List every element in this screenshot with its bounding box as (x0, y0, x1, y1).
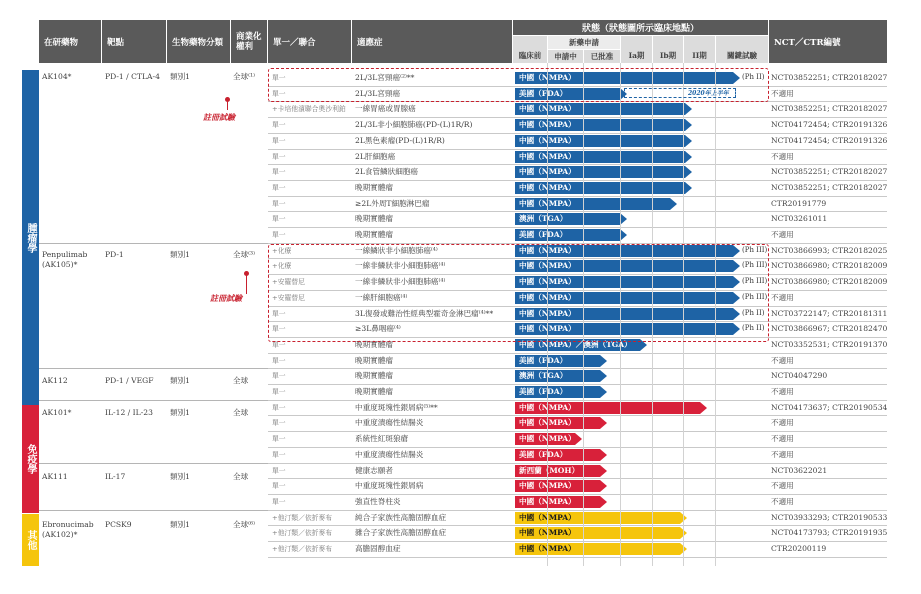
status-bar: 中國（NMPA） (515, 260, 733, 272)
status-bar-arrow (685, 119, 692, 131)
row-mode: 單一 (272, 466, 286, 475)
status-bar: 中國（NMPA） (515, 276, 733, 288)
row-nct: NCT04173637; CTR20190534 (771, 402, 888, 412)
row-mode: 單一 (272, 215, 286, 224)
row-mode: 單一 (272, 450, 286, 459)
row-indication: 純合子家族性高膽固醇血症 (355, 512, 447, 522)
row-mode: +化療 (272, 262, 292, 271)
row-indication: 一線鱗狀非小細胞肺癌⁽⁴⁾ (355, 245, 438, 255)
row-nct: NCT03933293; CTR20190533 (771, 512, 888, 522)
drug-rights: 全球⁽³⁾ (233, 250, 255, 259)
row-indication: 雜合子家族性高膽固醇血症 (355, 528, 447, 538)
row-nct: CTR20200119 (771, 544, 827, 553)
row-nct: NCT04047290 (771, 371, 828, 381)
status-bar: 美國（FDA） (515, 449, 600, 461)
row-indication: 中重度潰瘍性結腸炎 (355, 449, 424, 459)
header-phase-1b: Ib期 (653, 36, 683, 63)
drug-name: AK104* (42, 72, 72, 81)
status-bar: 中國（NMPA） (515, 245, 733, 257)
drug-name: Ebronucimab (AK102)* (42, 520, 94, 539)
row-nct: NCT03852251; CTR20182027 (771, 73, 888, 82)
row-nct: 不適用 (771, 230, 794, 239)
status-bar-arrow (600, 480, 607, 492)
row-mode: 單一 (272, 325, 286, 334)
header-drug: 在研藥物 (39, 20, 101, 63)
status-bar: 新西蘭（MOH） (515, 465, 600, 477)
row-nct: NCT03722147; CTR20181311 (771, 308, 888, 318)
row-divider (268, 180, 887, 181)
row-divider (268, 400, 887, 401)
status-bar: 中國（NMPA） (515, 198, 670, 210)
status-bar-arrow (685, 182, 692, 194)
header-commercial-rights: 商業化權利 (231, 20, 267, 63)
status-bar: 中國（NMPA） (515, 480, 600, 492)
row-divider (268, 557, 887, 558)
row-divider (268, 227, 887, 228)
row-nct: NCT03866980; CTR20182009 (771, 277, 888, 287)
drug-target: IL-12 / IL-23 (105, 408, 153, 417)
drug-class: 類別1 (170, 472, 191, 481)
row-nct: 不適用 (771, 292, 794, 302)
row-indication: 2L/3L宮頸癌⁽²⁾** (355, 73, 415, 82)
drug-class: 類別1 (170, 250, 191, 259)
drug-name: Penpulimab (AK105)* (42, 250, 88, 269)
row-nct: CTR20191779 (771, 198, 827, 208)
row-divider (268, 494, 887, 495)
row-mode: 單一 (272, 482, 286, 491)
registration-dot (244, 271, 249, 276)
row-divider (268, 463, 887, 464)
phase-tag: (Ph II) (742, 308, 765, 317)
row-nct: NCT03622021 (771, 465, 828, 475)
drug-rights: 全球 (233, 376, 249, 385)
phase-tag: (Ph II) (742, 324, 765, 333)
row-divider (268, 541, 887, 542)
status-bar-arrow (685, 135, 692, 147)
row-mode: 單一 (272, 309, 286, 318)
row-indication: 系統性紅斑狼瘡 (355, 434, 409, 444)
row-nct: 不適用 (771, 88, 794, 98)
row-divider (268, 525, 887, 526)
status-bar-arrow (600, 386, 607, 398)
row-indication: 強直性脊柱炎 (355, 496, 401, 506)
group-divider (39, 510, 268, 511)
status-bar-arrow (600, 355, 607, 367)
row-mode: 單一 (272, 497, 286, 506)
row-indication: 3L復發或難治性經典型霍奇金淋巴瘤⁽⁴⁾** (355, 308, 494, 318)
registration-label: 註冊試驗 (210, 293, 242, 303)
phase-tag: (Ph III) (742, 261, 768, 270)
row-mode: +化療 (272, 246, 292, 255)
row-indication: 一線肝細胞癌⁽⁴⁾ (355, 292, 408, 302)
row-mode: 單一 (272, 340, 286, 349)
status-bar-arrow (685, 151, 692, 163)
header-indication: 適應症 (352, 20, 512, 63)
row-mode: 單一 (272, 168, 286, 177)
status-bar: 中國（NMPA） (515, 433, 575, 445)
row-nct: NCT04172454; CTR20191326 (771, 135, 888, 145)
row-mode: +他汀類／依折麥布 (272, 529, 333, 538)
drug-class: 類別1 (170, 376, 191, 385)
drug-class: 類別1 (170, 520, 191, 529)
projected-milestone-label: 2020年上半年 (688, 90, 729, 97)
row-nct: NCT03852251; CTR20182027 (771, 104, 888, 114)
row-indication: 晚期實體瘤 (355, 355, 393, 365)
drug-rights: 全球 (233, 408, 249, 417)
group-divider (39, 463, 268, 464)
row-divider (268, 368, 887, 369)
status-bar-arrow (670, 198, 677, 210)
header-phase-2: II期 (684, 36, 715, 63)
header-mono-combo: 單一／聯合 (268, 20, 351, 63)
drug-rights: 全球 (233, 472, 249, 481)
row-nct: 不適用 (771, 496, 794, 506)
status-bar: 中國（NMPA） (515, 402, 700, 414)
header-target: 靶點 (102, 20, 166, 63)
status-bar-arrow (685, 166, 692, 178)
status-bar: 中國（NMPA） (515, 166, 685, 178)
status-bar: 中國（NMPA） (515, 103, 685, 115)
category-immunology: 免疫學 (22, 405, 39, 513)
row-divider (268, 211, 887, 212)
header-phase-1a: Ia期 (621, 36, 652, 63)
row-divider (268, 117, 887, 118)
row-indication: 一線非鱗狀非小細胞肺癌⁽⁴⁾ (355, 261, 446, 271)
row-mode: 單一 (272, 388, 286, 396)
row-nct: 不適用 (771, 418, 794, 428)
status-bar: 中國（NMPA） (515, 135, 685, 147)
row-indication: 晚期實體瘤 (355, 371, 393, 381)
row-nct: NCT03866967; CTR20182470 (771, 324, 888, 334)
row-indication: 2L/3L非小細胞肺癌(PD-(L)1R/R) (355, 120, 473, 130)
category-other: 其他 (22, 514, 39, 566)
row-indication: 晚期實體瘤 (355, 182, 393, 192)
row-indication: 高膽固醇血症 (355, 544, 401, 553)
drug-rights: 全球⁽⁶⁾ (233, 520, 255, 529)
row-mode: 單一 (272, 435, 286, 444)
row-mode: 單一 (272, 231, 286, 239)
phase-tag: (Ph III) (742, 245, 768, 254)
row-mode: 單一 (272, 419, 286, 428)
status-bar: 美國（FDA） (515, 355, 600, 367)
row-nct: NCT03852251; CTR20182027 (771, 182, 888, 192)
row-mode: 單一 (272, 89, 286, 98)
row-nct: NCT03352531; CTR20191370 (771, 339, 888, 349)
registration-dot (225, 97, 230, 102)
drug-name: AK101* (42, 408, 72, 417)
row-mode: 單一 (272, 152, 286, 161)
drug-class: 類別1 (170, 408, 191, 417)
drug-target: PCSK9 (105, 520, 132, 529)
drug-target: PD-1 / CTLA-4 (105, 72, 160, 81)
status-bar: 中國（NMPA） (515, 182, 685, 194)
row-divider (268, 478, 887, 479)
status-bar-arrow (600, 370, 607, 382)
row-indication: 2L食管鱗狀細胞癌 (355, 167, 419, 177)
row-mode: +卡培他濱聯合奧沙利鉑 (272, 105, 346, 114)
status-bar-arrow (575, 433, 582, 445)
row-mode: 單一 (272, 372, 286, 381)
row-indication: 中重度潰瘍性結腸炎 (355, 418, 424, 428)
category-oncology: 腫瘤學 (22, 70, 39, 405)
status-bar: 澳洲（TGA） (515, 213, 620, 225)
row-mode: 單一 (272, 74, 286, 82)
row-nct: 不適用 (771, 355, 794, 365)
row-divider (268, 431, 887, 432)
row-nct: NCT03261011 (771, 214, 828, 224)
row-mode: +安羅替尼 (272, 293, 305, 302)
status-bar: 美國（FDA） (515, 88, 620, 100)
row-divider (268, 149, 887, 150)
status-bar: 中國（NMPA） (515, 417, 600, 429)
status-bar: 中國（NMPA） (515, 308, 733, 320)
row-indication: 晚期實體瘤 (355, 214, 393, 224)
status-bar: 中國（NMPA） (515, 527, 680, 539)
row-indication: 中重度斑塊性銀屑病 (355, 481, 424, 491)
row-divider (268, 353, 887, 354)
row-nct: 不適用 (771, 387, 794, 396)
row-indication: 健康志願者 (355, 465, 393, 475)
status-bar-arrow (600, 496, 607, 508)
row-nct: NCT04172454; CTR20191326 (771, 120, 888, 130)
row-mode: 單一 (272, 183, 286, 192)
row-indication: 一線非鱗狀非小細胞肺癌⁽⁴⁾ (355, 277, 446, 287)
drug-rights: 全球⁽¹⁾ (233, 72, 255, 81)
row-mode: 單一 (272, 403, 286, 412)
row-mode: 單一 (272, 121, 286, 130)
header-pivotal: 關鍵試驗 (716, 36, 768, 63)
row-indication: 晚期實體瘤 (355, 387, 393, 396)
row-nct: 不適用 (771, 449, 794, 459)
group-divider (39, 243, 268, 244)
header-bio-class: 生物藥物分類 (167, 20, 230, 63)
row-mode: 單一 (272, 136, 286, 145)
drug-name: AK112 (42, 376, 68, 385)
status-bar: 中國（NMPA） (515, 323, 733, 335)
row-indication: 2L肝細胞癌 (355, 151, 396, 161)
group-divider (39, 368, 268, 369)
status-bar: 中國（NMPA） (515, 151, 685, 163)
row-indication: 2L黑色素瘤(PD-(L)1R/R) (355, 135, 445, 145)
row-mode: +他汀類／依折麥布 (272, 513, 333, 522)
row-mode: +安羅替尼 (272, 278, 305, 287)
header-clinical-stage: 臨床前 (513, 36, 547, 63)
registration-label: 註冊試驗 (203, 112, 235, 122)
status-bar-arrow (700, 402, 707, 414)
status-bar-arrow (620, 229, 627, 241)
row-indication: ≥2L外周T細胞淋巴瘤 (355, 198, 430, 208)
row-indication: 中重度斑塊性銀屑病⁽⁵⁾** (355, 402, 438, 412)
row-nct: 不適用 (771, 434, 794, 444)
drug-name: AK111 (42, 472, 68, 481)
row-indication: 晚期實體瘤 (355, 230, 393, 239)
header-ind-applying: 申請中 (548, 50, 583, 63)
row-nct: NCT03852251; CTR20182027 (771, 167, 888, 177)
row-nct: NCT04173793; CTR20191935 (771, 528, 888, 538)
status-bar: 中國（NMPA） (515, 72, 733, 84)
status-bar-arrow (600, 449, 607, 461)
row-mode: +他汀類／依折麥布 (272, 545, 333, 553)
group-divider (39, 400, 268, 401)
header-nct: NCT／CTR編號 (769, 20, 887, 63)
status-bar: 中國（NMPA） (515, 119, 685, 131)
status-bar: 澳洲（TGA） (515, 370, 600, 382)
row-divider (268, 447, 887, 448)
row-divider (268, 164, 887, 165)
status-bar-arrow (685, 103, 692, 115)
status-bar: 中國（NMPA） (515, 292, 733, 304)
status-bar: 中國（NMPA） (515, 543, 680, 555)
row-divider (268, 415, 887, 416)
drug-target: IL-17 (105, 472, 126, 481)
status-bar: 美國（FDA） (515, 229, 620, 241)
registration-box (268, 244, 769, 342)
status-bar: 中國（NMPA） (515, 512, 680, 524)
row-divider (268, 510, 887, 511)
row-mode: 單一 (272, 199, 286, 208)
header-ind-approved: 已批准 (584, 50, 620, 63)
status-bar: 中國（NMPA） (515, 496, 600, 508)
header-ind-group: 新藥申請 (548, 36, 620, 49)
row-nct: 不適用 (771, 481, 794, 491)
row-divider (268, 196, 887, 197)
row-nct: NCT03866993; CTR20182025 (771, 245, 888, 255)
phase-tag: (Ph III) (742, 277, 768, 286)
status-bar-arrow (620, 213, 627, 225)
drug-class: 類別1 (170, 72, 191, 81)
row-indication: ≥3L鼻咽癌⁽⁴⁾ (355, 324, 401, 334)
phase-tag: (Ph III) (742, 292, 768, 301)
phase-tag: (Ph II) (742, 73, 765, 81)
status-bar-arrow (600, 465, 607, 477)
registration-connector (246, 274, 247, 294)
row-mode: 單一 (272, 356, 286, 365)
row-divider (268, 133, 887, 134)
row-nct: 不適用 (771, 151, 794, 161)
drug-target: PD-1 (105, 250, 124, 259)
row-indication: 晚期實體瘤 (355, 339, 393, 349)
row-divider (268, 384, 887, 385)
status-bar-arrow (600, 417, 607, 429)
header-status: 狀態（狀態圖所示臨床地點） (513, 20, 768, 35)
row-indication: 一線胃癌或胃腺癌 (355, 104, 416, 114)
row-indication: 2L/3L宮頸癌 (355, 88, 401, 98)
status-bar: 中國（NMPA）／澳洲（TGA） (515, 339, 640, 351)
row-nct: NCT03866980; CTR20182009 (771, 261, 888, 271)
drug-target: PD-1 / VEGF (105, 376, 154, 385)
status-bar: 美國（FDA） (515, 386, 600, 398)
